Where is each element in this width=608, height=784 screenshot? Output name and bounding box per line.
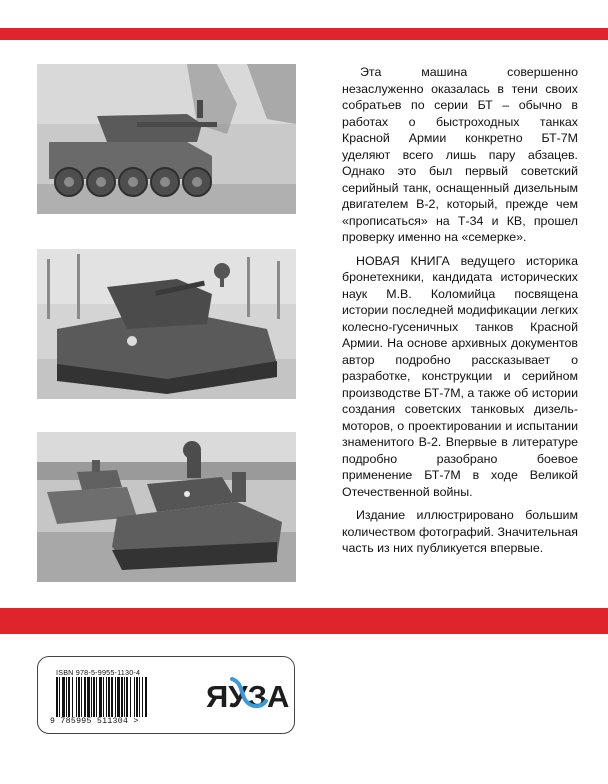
barcode-bar [66, 677, 67, 717]
photo-bt7m-column-field-image [37, 432, 296, 582]
barcode-bar [59, 677, 60, 717]
barcode-bar [103, 677, 104, 717]
barcode-bar [142, 677, 143, 717]
isbn-panel [37, 656, 295, 734]
barcode-bar [68, 677, 70, 717]
barcode-bar [96, 677, 97, 717]
barcode-bar [130, 677, 131, 717]
photo-bt7m-side-image [37, 64, 296, 214]
barcode-bar [126, 677, 128, 717]
barcode-bar [84, 677, 86, 717]
barcode-bar [145, 677, 147, 717]
paragraph-illustrations: Издание иллюстрировано большим количеством фотографий. Значительная часть из них публикуется впервые. [342, 508, 578, 555]
barcode-bar [108, 677, 110, 717]
photo-bt7m-front-tracks [37, 249, 296, 399]
photo-bt7m-front-tracks-image [37, 249, 296, 399]
barcode-bar [134, 677, 135, 717]
barcode-bar [72, 677, 73, 717]
barcode-bar [76, 677, 77, 717]
barcode-bar [136, 677, 138, 717]
barcode-bar [78, 677, 80, 717]
publisher-logo [204, 673, 290, 717]
barcode-bar [81, 677, 82, 717]
paragraph-book-description: НОВАЯ КНИГА ведущего историка бронетехники, кандидата исторических наук М.В. Коломийца посвящена истории последней модификации легких колесно-гусеничных танков Красной Армии. На основе архивных документов автор подробно рассказывает о разработке, конструкции и серийном производстве БТ-7М, а также об истории создания советских танковых дизель-моторов, о проектировании и испытании знаменитого В-2. Впервые в литературе подробно разобрано боевое применение БТ-7М в ходе Великой Отечественной войны. [342, 253, 578, 499]
barcode-icon [56, 677, 184, 721]
barcode-bar [115, 677, 116, 717]
back-cover-text [342, 64, 578, 557]
barcode-bar [87, 677, 90, 717]
barcode-bar [91, 677, 92, 717]
barcode-bar [117, 677, 120, 717]
barcode-bar [111, 677, 113, 717]
publisher-logo-graphic [204, 673, 290, 717]
barcode-bars [56, 677, 184, 717]
barcode-bar [56, 677, 58, 717]
barcode-bar [124, 677, 125, 717]
barcode-bar [106, 677, 107, 717]
barcode-bar [121, 677, 123, 717]
isbn-label: ISBN 978-5-9955-1130-4 [56, 668, 141, 677]
barcode-bar [99, 677, 102, 717]
paragraph-intro: Эта машина совершенно незаслуженно оказалась в тени своих собратьев по серии БТ – обычно в работах о быстроходных танках Красной Армии конкретно БТ-7М уделяют всего лишь пару абзацев. Однако это был первый советский серийный танк, оснащенный дизельным двигателем В-2, который, прежде чем «прописаться» на Т-34 и КВ, прошел проверку именно на «семерке». [342, 65, 578, 244]
barcode-bar [139, 677, 140, 717]
publisher-logo-text: ЯУЗА [206, 679, 290, 714]
bottom-red-band [0, 608, 608, 634]
top-red-band [0, 28, 608, 40]
photo-bt7m-column-field [37, 432, 296, 582]
barcode-bar [93, 677, 95, 717]
barcode-digits: 9 785995 511304 > [50, 717, 139, 726]
photo-bt7m-side [37, 64, 296, 214]
barcode-bar [62, 677, 65, 717]
